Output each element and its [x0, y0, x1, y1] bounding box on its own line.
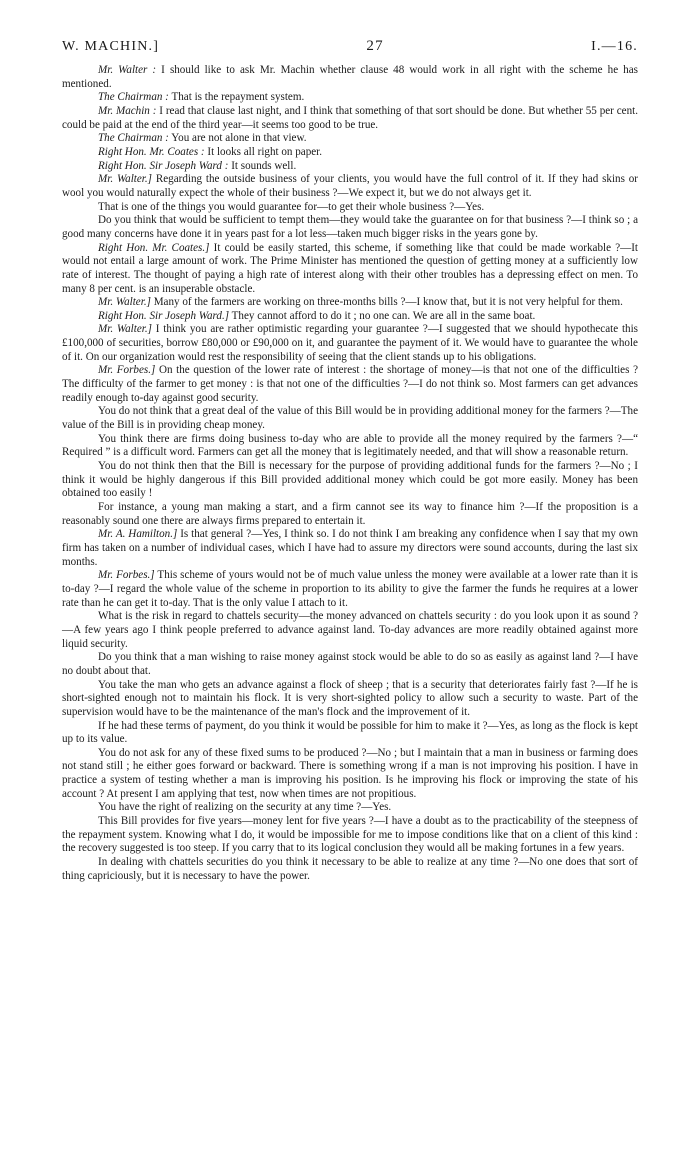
paragraph-text: This Bill provides for five years—money lent for five years ?—I have a doubt as to the practicability of the steepness of the repayment system. Knowing what I do, it would be impossible for me to impose conditions like that on a client of this kind : the recovery suggested is too steep. If you carry that to its logical conclusion they would all be making fortunes in a few years.	[62, 815, 638, 855]
speaker-name: Mr. Forbes.]	[98, 364, 156, 377]
paragraph-text: Do you think that would be sufficient to tempt them—they would take the guarantee on for that business ?—I think so ; a good many concerns have done it in years past for a lot less—taken much bigger risks in the years gone by.	[62, 214, 638, 240]
transcript-paragraph	[62, 364, 638, 405]
paragraph-text: They cannot afford to do it ; no one can. We are all in the same boat.	[229, 309, 536, 322]
speaker-name: Mr. Walter.]	[98, 323, 152, 336]
transcript-paragraph	[62, 405, 638, 432]
header-paper-ref: I.—16.	[591, 39, 638, 54]
paragraph-text: You do not think then that the Bill is necessary for the purpose of providing additional funds for the farmers ?—No ; I think it would be highly dangerous if this Bill provided additional money which could be got more easily. Money has been obtained too easily !	[62, 460, 638, 500]
speaker-name: Mr. Walter.]	[98, 296, 151, 309]
paragraph-text: This scheme of yours would not be of much value unless the money were available at a lower rate than it is to-day ?—I regard the whole value of the scheme in proportion to its ability to give the farmer the funds he requires at a lower rate than he can get it to-day. That is the only value I attach to it.	[62, 569, 638, 609]
transcript-paragraph	[62, 160, 638, 174]
paragraph-text: It sounds well.	[228, 159, 297, 172]
speaker-name: Mr. Walter.]	[98, 173, 152, 186]
transcript-paragraph	[62, 173, 638, 200]
transcript-paragraph	[62, 801, 638, 815]
transcript-paragraph	[62, 201, 638, 215]
transcript-paragraph	[62, 64, 638, 91]
transcript-paragraph	[62, 460, 638, 501]
speaker-name: Right Hon. Sir Joseph Ward :	[98, 159, 229, 172]
transcript-paragraph	[62, 501, 638, 528]
paragraph-text: If he had these terms of payment, do you think it would be possible for him to make it ?—Yes, as long as the flock is kept up to its value.	[62, 719, 638, 746]
transcript-paragraph	[62, 679, 638, 720]
paragraph-text: You take the man who gets an advance against a flock of sheep ; that is a security that deteriorates fairly fast ?—If he is short-sighted enough not to maintain his flock. It is very short-sighted policy to allow such a security to waste. Part of the supervision would have to be the maintenance of the man's flock and the improvement of it.	[62, 678, 638, 718]
paragraph-text: It looks all right on paper.	[204, 145, 323, 158]
speaker-name: Right Hon. Mr. Coates :	[98, 145, 205, 158]
speaker-name: The Chairman :	[98, 132, 169, 145]
transcript-paragraph	[62, 323, 638, 364]
header-witness: W. MACHIN.]	[62, 39, 160, 54]
transcript-paragraph	[62, 242, 638, 297]
transcript-paragraph	[62, 146, 638, 160]
speaker-name: The Chairman :	[98, 91, 169, 104]
transcript-paragraph	[62, 747, 638, 802]
paragraph-text: That is one of the things you would guarantee for—to get their whole business ?—Yes.	[98, 200, 485, 213]
speaker-name: Mr. Forbes.]	[98, 569, 155, 582]
paragraph-text: Do you think that a man wishing to raise money against stock would be able to do so as easily as against land ?—I have no doubt about that.	[62, 651, 638, 677]
paragraph-text: Regarding the outside business of your clients, you would have the full control of it. If they had skins or wool you would naturally expect the whole of their business ?—We expect it, but we do not always get it.	[62, 173, 638, 199]
paragraph-text: In dealing with chattels securities do you think it necessary to be able to realize at any time ?—No one does that sort of thing capriciously, but it is necessary to have the power.	[62, 856, 638, 882]
transcript-paragraph	[62, 856, 638, 883]
paragraph-text: You think there are firms doing business to-day who are able to provide all the money required by the farmers ?—“ Required ” is a difficult word. Farmers can get all the money that is legitimately needed, and that will show a reasonable return.	[62, 432, 638, 459]
transcript-paragraph	[62, 815, 638, 856]
transcript-paragraph	[62, 433, 638, 460]
transcript-paragraph	[62, 569, 638, 610]
speaker-name: Right Hon. Sir Joseph Ward.]	[98, 309, 230, 322]
speaker-name: Right Hon. Mr. Coates.]	[98, 241, 210, 254]
paragraph-text: What is the risk in regard to chattels security—the money advanced on chattels security : do you look upon it as sound ?—A few years ago I think people preferred to advance against land. To-day advances are more readily obtained against more liquid security.	[62, 610, 638, 650]
transcript-paragraph	[62, 105, 638, 132]
paragraph-text: I think you are rather optimistic regarding your guarantee ?—I suggested that we should hypothecate this £100,000 of securities, borrow £80,000 or £90,000 on it, and guarantee the payment of it. We would have to guarantee the whole of it. On our organization would rest the responsibility of seeing that the client stands up to his obligations.	[62, 323, 638, 363]
paragraph-text: I read that clause last night, and I think that something of that sort should be done. But whether 55 per cent. could be paid at the end of the third year—it seems too good to be true.	[62, 104, 638, 131]
transcript-paragraph	[62, 296, 638, 310]
transcript-body	[62, 64, 638, 883]
transcript-paragraph	[62, 528, 638, 569]
paragraph-text: You do not think that a great deal of the value of this Bill would be in providing additional money for the farmers ?—The value of the Bill is in providing cheap money.	[62, 405, 638, 432]
speaker-name: Mr. A. Hamilton.]	[98, 528, 178, 541]
paragraph-text: You are not alone in that view.	[168, 132, 307, 145]
speaker-name: Mr. Machin :	[98, 104, 157, 117]
transcript-paragraph	[62, 720, 638, 747]
page-number: 27	[366, 38, 384, 54]
paragraph-text: That is the repayment system.	[168, 91, 305, 104]
paragraph-text: For instance, a young man making a start, and a firm cannot see its way to finance him ?—If the proposition is a reasonably sound one there are always firms prepared to entertain it.	[62, 501, 638, 527]
speaker-name: Mr. Walter :	[98, 64, 157, 76]
transcript-paragraph	[62, 610, 638, 651]
transcript-paragraph	[62, 132, 638, 146]
transcript-paragraph	[62, 310, 638, 324]
transcript-paragraph	[62, 91, 638, 105]
paragraph-text: On the question of the lower rate of interest : the shortage of money—is that not one of the difficulties ? The difficulty of the farmer to get money : is that not one of the difficulties ?—I do not think so. Most farmers can get advances readily enough to-day against good security.	[62, 364, 638, 404]
paragraph-text: You do not ask for any of these fixed sums to be produced ?—No ; but I maintain that a man in business or farming does not stand still ; he either goes forward or backward. There is something wrong if a man is not improving his position. I have in practice a system of testing whether a man is improving his position. Is he improving his flock or improving the state of his account ? At present I am applying that test, now when times are not propitious.	[62, 746, 638, 800]
paragraph-text: Many of the farmers are working on three-months bills ?—I know that, but it is not very helpful for them.	[150, 296, 623, 309]
paragraph-text: It could be easily started, this scheme, if something like that could be made workable ?—It would not entail a large amount of work. The Prime Minister has mentioned the question of getting money at a sufficiently low rate of interest. The thought of paying a high rate of interest along with their other troubles has a depressing effect on men. To many 8 per cent. is an insuperable obstacle.	[62, 241, 638, 295]
document-page	[62, 38, 638, 883]
transcript-paragraph	[62, 651, 638, 678]
page-header	[62, 38, 638, 55]
paragraph-text: You have the right of realizing on the security at any time ?—Yes.	[98, 801, 392, 814]
paragraph-text: I should like to ask Mr. Machin whether clause 48 would work in all right with the scheme he has mentioned.	[62, 64, 638, 90]
transcript-paragraph	[62, 214, 638, 241]
paragraph-text: Is that general ?—Yes, I think so. I do not think I am breaking any confidence when I say that my own firm has taken on a number of individual cases, which I have had to assure my directors were sound accounts, during the last six months.	[62, 528, 639, 568]
